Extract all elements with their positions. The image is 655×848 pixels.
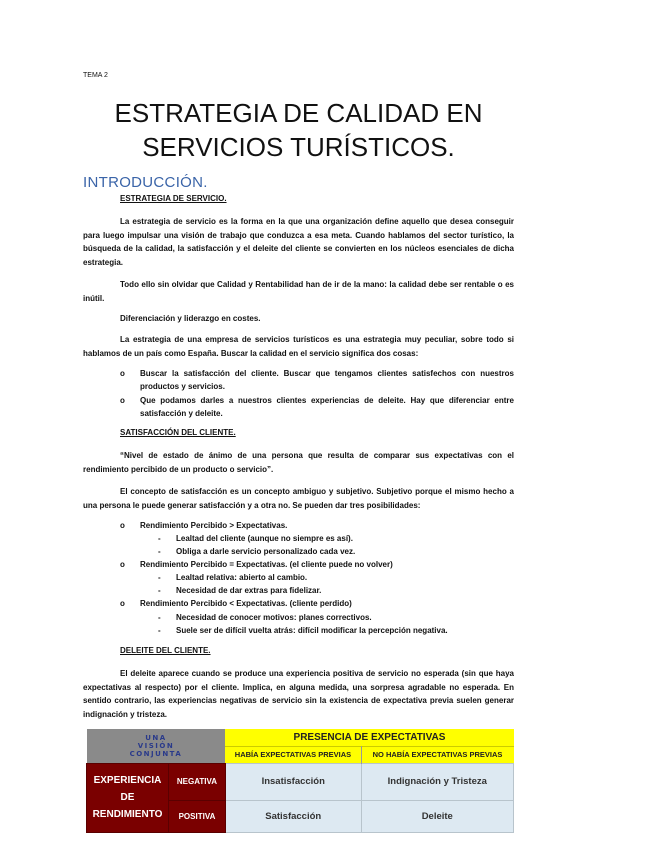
row-group-header: EXPERIENCIA DE RENDIMIENTO bbox=[87, 763, 169, 832]
table-cell: Satisfacción bbox=[225, 800, 361, 832]
paragraph: El deleite aparece cuando se produce una experiencia positiva de servicio no esperada (sin que haya expectativas al respecto) por el cliente. Implica, en alguna medida, una sorpresa agradable no esperada. En sentido contrario, las experiencias negativas de servicio sin la existencia de expectativa previa suelen generar indignación y tristeza. bbox=[83, 669, 514, 720]
sub-list-item: - Lealtad relativa: abierto al cambio. bbox=[158, 573, 308, 582]
sub-list-item: - Necesidad de conocer motivos: planes correctivos. bbox=[158, 613, 372, 622]
table-cell: Insatisfacción bbox=[225, 763, 361, 800]
sub-list-item: - Obliga a darle servicio personalizado cada vez. bbox=[158, 547, 356, 556]
paragraph: El concepto de satisfacción es un concepto ambiguo y subjetivo. Subjetivo porque el mismo hecho a una persona le puede generar satisfacción y a otra no. Se pueden dar tres posibilidades: bbox=[83, 487, 514, 510]
sub-list-item: - Necesidad de dar extras para fidelizar. bbox=[158, 586, 322, 595]
list-item: o Que podamos darles a nuestros clientes experiencias de deleite. Hay que diferenciar entre satisfacción y deleite. bbox=[120, 396, 514, 419]
subheading-deleite: DELEITE DEL CLIENTE. bbox=[120, 646, 211, 655]
paragraph: La estrategia de servicio es la forma en la que una organización define aquello que desea conseguir para luego impulsar una visión de trabajo que conduzca a esa meta. Cuando hablamos del sector turístico, la búsqueda de la calidad, la satisfacción y el deleite del cliente se convierten en los núcleos esenciales de dicha estrategia. bbox=[83, 217, 514, 268]
quote: “Nivel de estado de ánimo de una persona que resulta de comparar sus expectativas con el rendimiento percibido de un producto o servicio”. bbox=[83, 451, 514, 474]
list-item: o Buscar la satisfacción del cliente. Buscar que tengamos clientes satisfechos con nuestros productos y servicios. bbox=[120, 369, 514, 392]
table-cell: Deleite bbox=[361, 800, 513, 832]
row-header: NEGATIVA bbox=[168, 763, 225, 800]
topic-label: TEMA 2 bbox=[83, 72, 108, 79]
sub-list-item: - Lealtad del cliente (aunque no siempre es así). bbox=[158, 534, 353, 543]
page-title bbox=[83, 96, 514, 164]
row-header: POSITIVA bbox=[168, 800, 225, 832]
sub-list-item: - Suele ser de difícil vuelta atrás: difícil modificar la percepción negativa. bbox=[158, 626, 448, 635]
title-line-1: ESTRATEGIA DE CALIDAD EN bbox=[114, 98, 483, 128]
list-item: o Rendimiento Percibido > Expectativas. bbox=[120, 521, 288, 530]
paragraph: La estrategia de una empresa de servicios turísticos es una estrategia muy peculiar, sobre todo si hablamos de un país como España. Buscar la calidad en el servicio significa dos cosas: bbox=[83, 335, 514, 358]
table-corner: UNA VISIÓN CONJUNTA bbox=[87, 729, 226, 763]
section-heading: INTRODUCCIÓN. bbox=[83, 174, 208, 191]
column-header: HABÍA EXPECTATIVAS PREVIAS bbox=[225, 746, 361, 763]
table-top-header: PRESENCIA DE EXPECTATIVAS bbox=[225, 729, 513, 746]
subheading-estrategia: ESTRATEGIA DE SERVICIO. bbox=[120, 194, 227, 203]
list-item: o Rendimiento Percibido = Expectativas. (el cliente puede no volver) bbox=[120, 560, 393, 569]
summary-table bbox=[86, 729, 514, 833]
subheading-satisfaccion: SATISFACCIÓN DEL CLIENTE. bbox=[120, 428, 236, 437]
paragraph: Diferenciación y liderazgo en costes. bbox=[120, 314, 261, 323]
paragraph: Todo ello sin olvidar que Calidad y Rentabilidad han de ir de la mano: la calidad debe ser rentable o es inútil. bbox=[83, 280, 514, 303]
table-cell: Indignación y Tristeza bbox=[361, 763, 513, 800]
title-line-2: SERVICIOS TURÍSTICOS. bbox=[142, 132, 455, 162]
column-header: NO HABÍA EXPECTATIVAS PREVIAS bbox=[361, 746, 513, 763]
list-item: o Rendimiento Percibido < Expectativas. (cliente perdido) bbox=[120, 599, 352, 608]
